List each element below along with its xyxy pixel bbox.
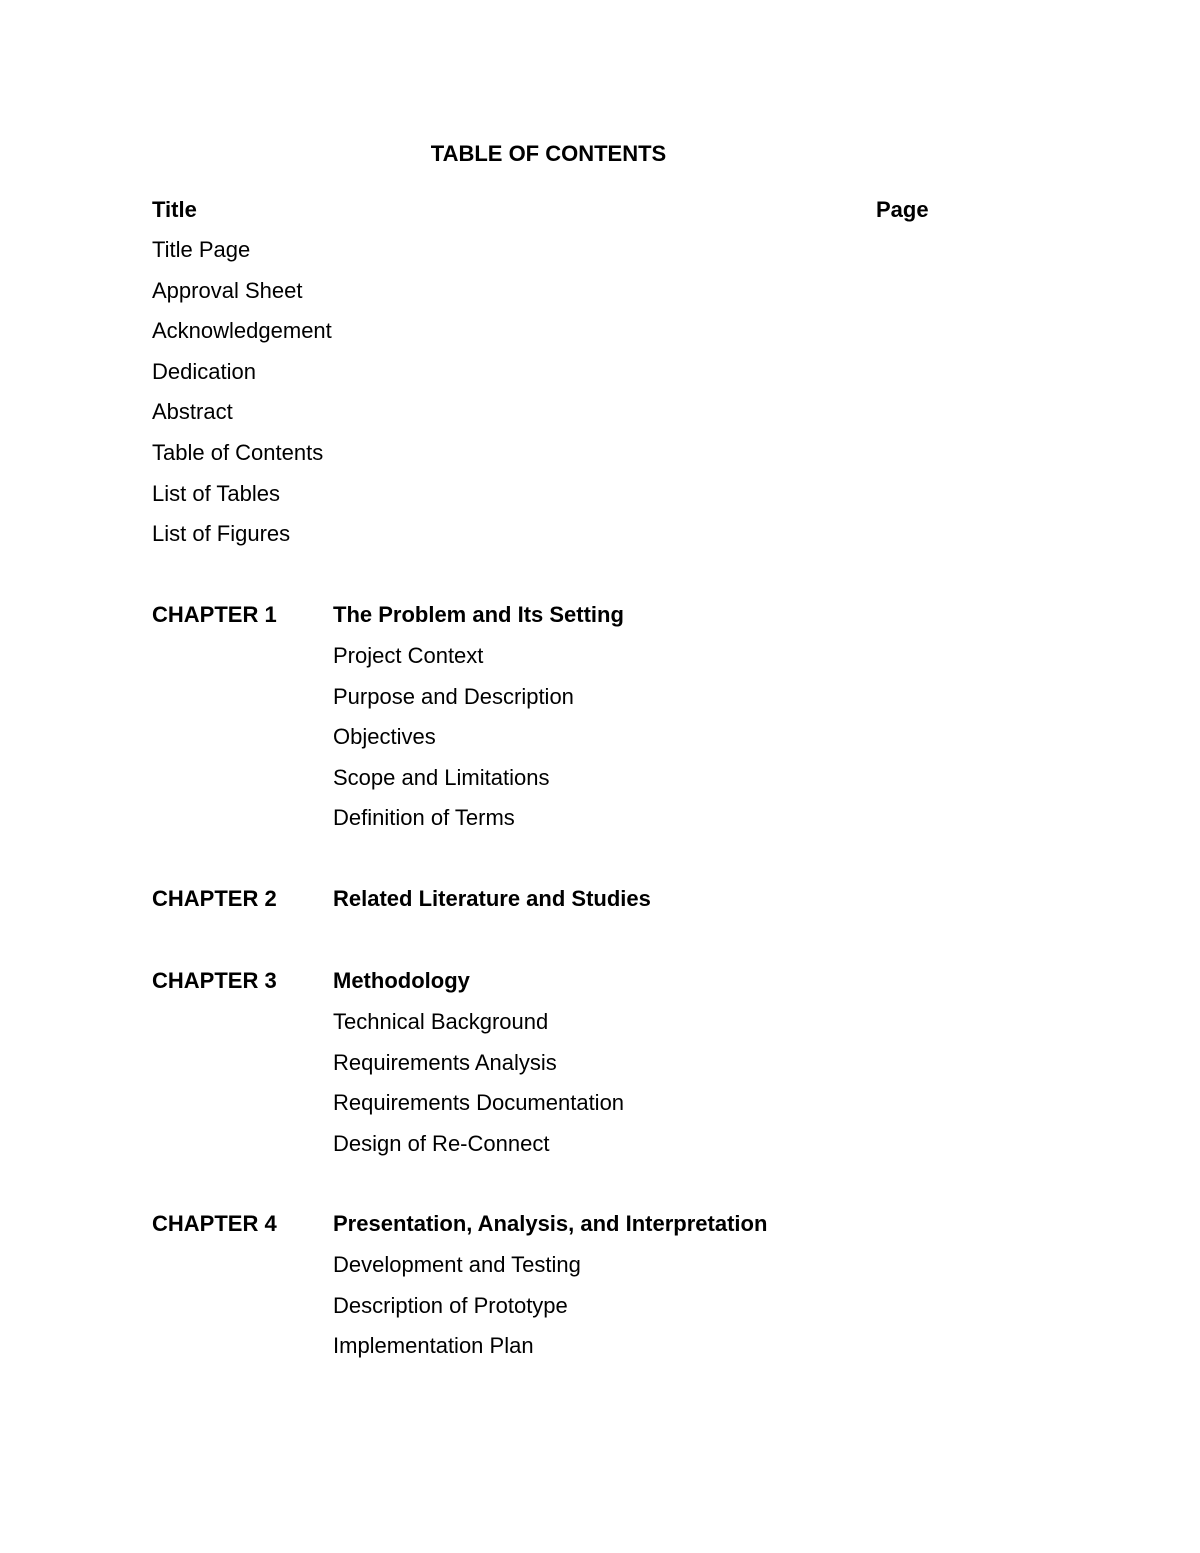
section-entry: Project Context (333, 643, 484, 668)
section-entry: Objectives (333, 724, 436, 750)
chapter-title: Related Literature and Studies (333, 886, 651, 911)
column-header-page: Page (876, 197, 929, 222)
toc-entry-dedication: Dedication (152, 358, 256, 384)
toc-entry-list-of-figures: List of Figures (152, 521, 291, 547)
section-entry: Technical Background (333, 1009, 549, 1034)
chapter-title: Presentation, Analysis, and Interpretation (333, 1211, 768, 1236)
toc-entry-list-of-tables: List of Tables (152, 480, 281, 506)
chapter-3-block (152, 968, 624, 1171)
chapter-heading (152, 1211, 768, 1252)
section-entry: Scope and Limitations (333, 764, 550, 790)
section-entry: Definition of Terms (333, 805, 515, 831)
section-entry: Implementation Plan (333, 1333, 534, 1359)
section-entry: Description of Prototype (333, 1292, 568, 1318)
section-entry: Design of Re-Connect (333, 1130, 550, 1156)
toc-entry-approval-sheet: Approval Sheet (152, 277, 303, 303)
chapter-1-block (152, 602, 624, 846)
column-header-title: Title (152, 197, 197, 222)
section-entry: Purpose and Description (333, 683, 574, 709)
chapter-label: CHAPTER 3 (152, 968, 277, 993)
chapter-label: CHAPTER 1 (152, 602, 277, 627)
section-entry: Development and Testing (333, 1252, 581, 1277)
chapter-label: CHAPTER 2 (152, 886, 277, 911)
chapter-title: The Problem and Its Setting (333, 602, 624, 627)
chapter-sections (152, 1009, 624, 1171)
chapter-4-block (152, 1211, 768, 1374)
page-title: TABLE OF CONTENTS (430, 141, 667, 166)
chapter-heading (152, 968, 624, 1009)
chapter-sections (152, 1252, 581, 1374)
chapter-label: CHAPTER 4 (152, 1211, 277, 1236)
toc-entry-abstract: Abstract (152, 399, 233, 425)
section-entry: Requirements Analysis (333, 1049, 557, 1075)
chapter-title: Methodology (333, 968, 470, 993)
section-entry: Requirements Documentation (333, 1090, 625, 1116)
front-matter-list (152, 237, 332, 562)
toc-entry-title-page: Title Page (152, 237, 251, 262)
toc-entry-table-of-contents: Table of Contents (152, 439, 324, 465)
toc-entry-acknowledgement: Acknowledgement (152, 318, 332, 344)
chapter-sections (152, 643, 574, 846)
chapter-heading (152, 602, 624, 643)
